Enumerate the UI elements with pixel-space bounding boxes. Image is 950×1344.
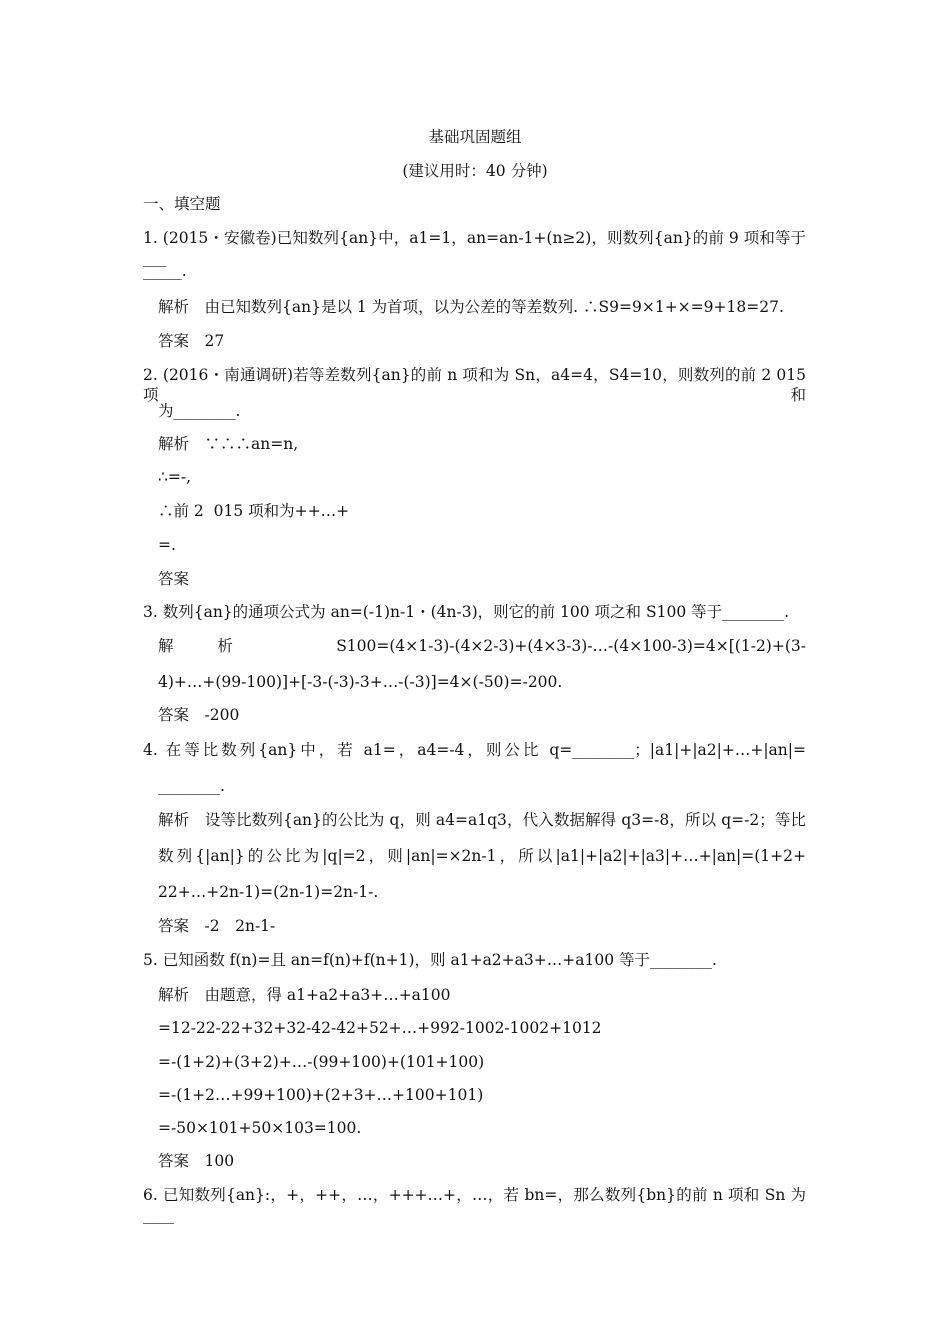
q4-analysis1: 解析 设等比数列{an}的公比为 q，则 a4=a1q3，代入数据解得 q3=-8，所以 q=-2；等比 <box>158 811 806 829</box>
q6-line1: 6. 已知数列{an}:，+，++，…，+++…+，…，若 bn=，那么数列{bn}的前 n 项和 Sn 为____ <box>143 1186 806 1224</box>
q3-analysis2: 4)+…+(99-100)]+[-3-(-3)-3+…-(-3)]=4×(-50)=-200. <box>158 673 563 691</box>
q1-analysis: 解析 由已知数列{an}是以 1 为首项，以为公差的等差数列. ∴S9=9×1+×=9+18=27. <box>158 298 784 316</box>
q5-answer: 答案 100 <box>158 1152 235 1170</box>
q2-step2: ∴前 2 015 项和为++…+ <box>158 502 350 520</box>
q4-line1: 4. 在等比数列{an}中，若 a1=，a4=-4，则公比 q=________；|a1|+|a2|+…+|an|= <box>143 741 806 759</box>
q1-line1: 1. (2015・安徽卷)已知数列{an}中，a1=1，an=an-1+(n≥2)，则数列{an}的前 9 项和等于___ <box>143 229 806 267</box>
q2-step3: =. <box>158 536 176 554</box>
q5-step2: =-(1+2)+(3+2)+…-(99+100)+(101+100) <box>158 1053 485 1071</box>
q3-answer: 答案 -200 <box>158 706 240 724</box>
q5-analysis: 解析 由题意，得 a1+a2+a3+…+a100 <box>158 986 451 1004</box>
q4-line2: ________. <box>158 777 225 795</box>
q4-analysis3: 22+…+2n-1)=(2n-1)=2n-1-. <box>158 883 379 901</box>
section-heading: 一、填空题 <box>143 195 221 213</box>
q3-analysis1: 解析 S100=(4×1-3)-(4×2-3)+(4×3-3)-…-(4×100-3)=4×[(1-2)+(3- <box>158 637 806 655</box>
page-title: 基础巩固题组 <box>428 128 522 146</box>
page-subtitle: (建议用时：40 分钟) <box>402 162 548 180</box>
q5-step1: =12-22-22+32+32-42-42+52+…+992-1002-1002+1012 <box>158 1019 602 1037</box>
q2-analysis: 解析 ∵∴∴an=n, <box>158 435 299 453</box>
q1-line2: _____. <box>143 262 187 280</box>
q5-step4: =-50×101+50×103=100. <box>158 1119 362 1137</box>
q5-line1: 5. 已知函数 f(n)=且 an=f(n)+f(n+1)，则 a1+a2+a3+…+a100 等于________. <box>143 951 717 969</box>
q2-line2: 为________. <box>158 402 241 420</box>
q4-analysis2: 数列{|an|}的公比为|q|=2，则|an|=×2n-1，所以|a1|+|a2|+|a3|+…+|an|=(1+2+ <box>158 847 806 865</box>
q2-line1: 2. (2016・南通调研)若等差数列{an}的前 n 项和为 Sn，a4=4，S4=10，则数列的前 2 015 项和 <box>143 366 806 404</box>
q2-answer: 答案 <box>158 570 190 588</box>
q5-step3: =-(1+2…+99+100)+(2+3+…+100+101) <box>158 1086 484 1104</box>
q3-line1: 3. 数列{an}的通项公式为 an=(-1)n-1・(4n-3)，则它的前 100 项之和 S100 等于________. <box>143 603 790 621</box>
q1-answer: 答案 27 <box>158 332 225 350</box>
q4-answer: 答案 -2 2n-1- <box>158 917 276 935</box>
q2-step1: ∴=-, <box>158 468 192 486</box>
